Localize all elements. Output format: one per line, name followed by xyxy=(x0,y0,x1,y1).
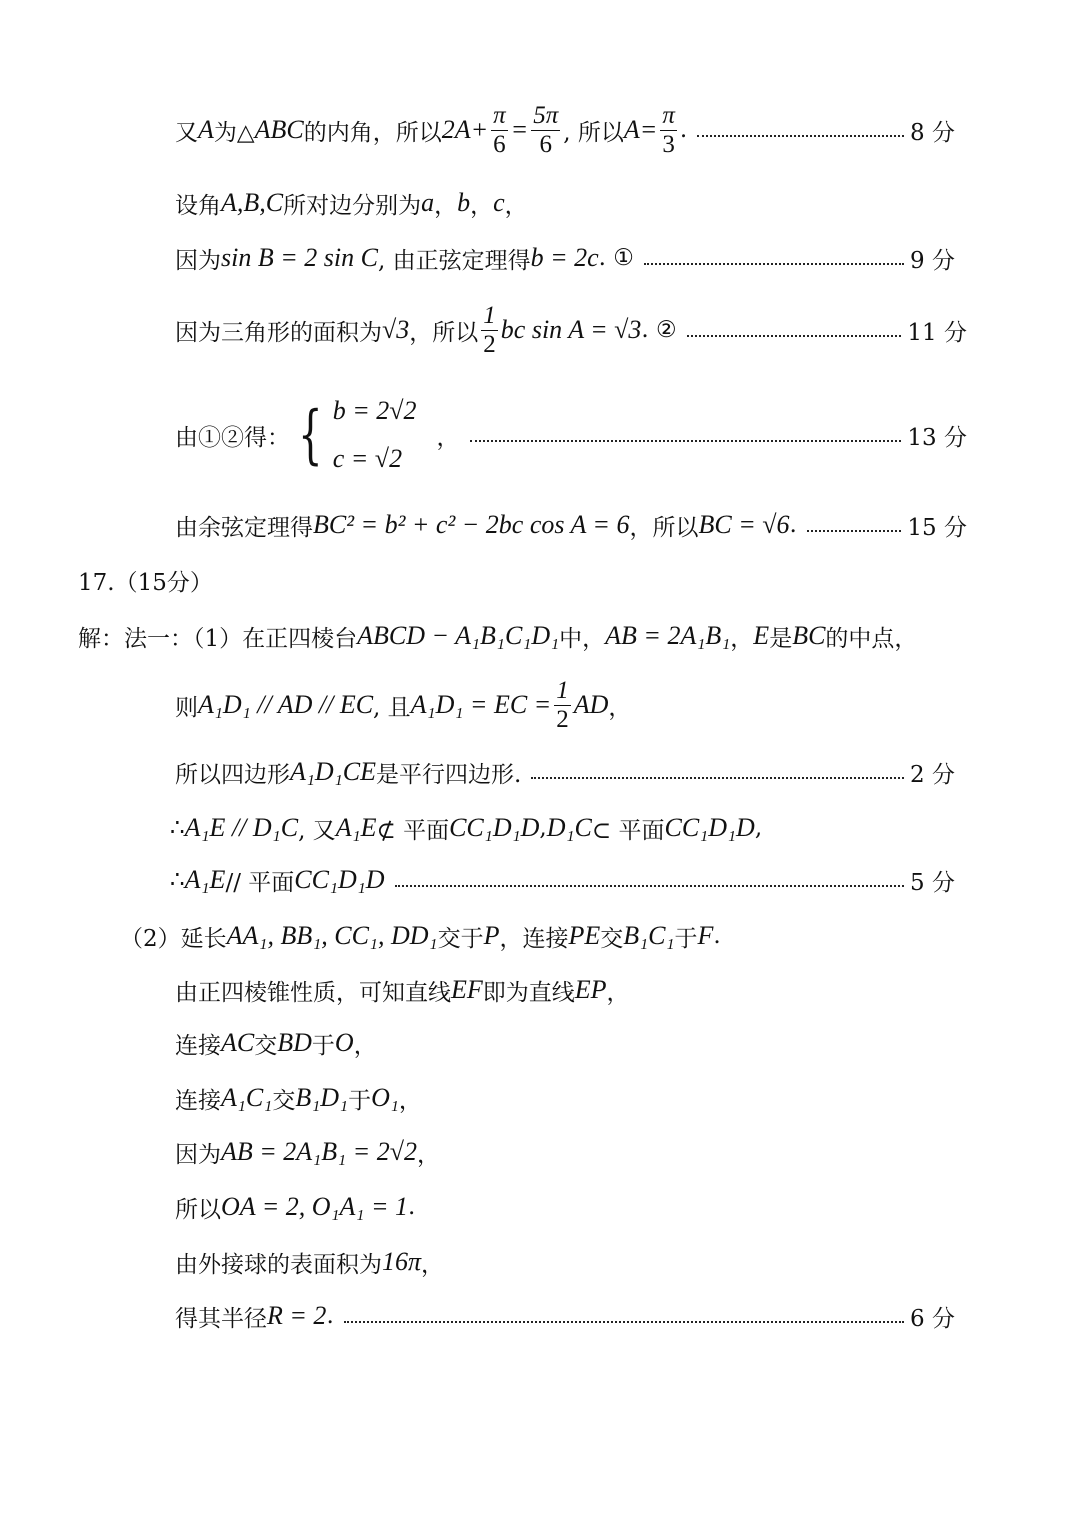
text-run: ， xyxy=(470,192,494,219)
text-run: . xyxy=(789,512,797,538)
text-run: ， xyxy=(353,1032,377,1059)
system-rows xyxy=(333,387,417,483)
dot-leader xyxy=(807,530,902,532)
math-expression: E xyxy=(753,621,770,650)
solution-line xyxy=(175,1068,422,1128)
math-expression: bc sin A = √3 xyxy=(500,315,642,344)
math-expression: EF xyxy=(451,975,483,1004)
math-expression: D₁C xyxy=(546,813,592,842)
score-label: 9 分 xyxy=(910,247,955,274)
solution-line xyxy=(175,675,631,735)
math-expression: R = 2 xyxy=(267,1301,327,1330)
math-expression: BC² = b² + c² − 2bc cos A = 6 xyxy=(313,510,630,539)
solution-line xyxy=(175,300,967,360)
fraction-denominator: 3 xyxy=(662,130,675,158)
text-run: 于 xyxy=(674,925,698,952)
text-run: , 所以 xyxy=(563,119,624,146)
solution-line xyxy=(175,1232,444,1292)
text-run: 所以四边形 xyxy=(175,761,290,788)
text-run: 则 xyxy=(175,694,198,721)
text-run: 设角 xyxy=(175,192,221,219)
solution-line xyxy=(120,906,721,966)
dot-leader xyxy=(395,885,904,887)
solution-line xyxy=(175,1122,440,1182)
math-expression: A₁D₁CE xyxy=(290,757,376,786)
fraction xyxy=(481,302,498,359)
text-run: 即为直线 xyxy=(482,979,575,1006)
text-run: ， xyxy=(398,1087,422,1114)
text-run: 交 xyxy=(600,925,624,952)
math-expression: O xyxy=(334,1028,354,1057)
score-label: 6 分 xyxy=(910,1305,955,1332)
text-run: . xyxy=(713,923,721,949)
math-expression: O₁ xyxy=(371,1083,399,1112)
math-expression: sin B = 2 sin C xyxy=(221,243,378,272)
equation-system xyxy=(290,387,417,483)
fraction-denominator: 6 xyxy=(539,130,552,158)
fraction-numerator: 5π xyxy=(533,101,559,129)
text-run: ∴ xyxy=(170,815,185,841)
text-run: ， xyxy=(434,192,458,219)
math-expression: AA₁, BB₁, CC₁, DD₁ xyxy=(226,921,438,950)
text-run: 因为三角形的面积为 xyxy=(175,319,382,346)
text-run: 又 xyxy=(175,119,198,146)
text-run: 的中点， xyxy=(825,625,918,652)
text-run: ∴ xyxy=(170,867,185,893)
math-expression: AB = 2A₁B₁ = 2√2 xyxy=(221,1137,417,1166)
math-expression: AD xyxy=(573,690,609,719)
text-run: （2）延长 xyxy=(120,925,227,952)
text-run: , 且 xyxy=(373,694,411,721)
fraction-denominator: 6 xyxy=(493,130,506,158)
text-run: ， xyxy=(421,1251,445,1278)
text-run: . xyxy=(326,1303,334,1329)
text-run: ， xyxy=(504,192,528,219)
text-run: ， xyxy=(416,1141,440,1168)
fraction-denominator: 2 xyxy=(483,330,496,358)
text-run: ，所以 xyxy=(629,514,699,541)
score-label: 11 分 xyxy=(907,319,967,346)
text-run: // 平面 xyxy=(225,869,295,896)
math-expression: PE xyxy=(568,921,601,950)
text-run: , xyxy=(754,815,763,841)
math-expression: 16π xyxy=(382,1247,422,1276)
text-run: ，连接 xyxy=(499,925,569,952)
text-run: ， xyxy=(730,625,754,652)
solution-line xyxy=(175,1013,377,1073)
text-run: . ② xyxy=(641,317,677,343)
text-run: 交 xyxy=(272,1087,296,1114)
brace-icon: { xyxy=(298,398,323,472)
math-expression: A₁E // D₁C xyxy=(184,813,299,842)
text-run: 连接 xyxy=(175,1087,221,1114)
dot-leader xyxy=(470,440,902,442)
text-run: 得其半径 xyxy=(175,1305,267,1332)
math-expression: 2A+ xyxy=(441,115,489,144)
text-run: , xyxy=(539,815,547,841)
solution-line xyxy=(175,173,528,233)
fraction xyxy=(531,102,560,159)
text-run: 由①②得： xyxy=(175,424,290,451)
text-run: . xyxy=(408,1194,416,1220)
text-run: 是平行四边形. xyxy=(375,761,522,788)
text-run: 是 xyxy=(769,625,793,652)
math-expression: AB = 2A₁B₁ xyxy=(605,621,731,650)
solution-line xyxy=(175,960,630,1020)
score-label: 8 分 xyxy=(910,119,955,146)
solution-line xyxy=(170,850,955,910)
math-expression: A= xyxy=(623,115,658,144)
score-label: 15 分 xyxy=(907,514,967,541)
score-label: 13 分 xyxy=(907,424,967,451)
fraction xyxy=(554,677,571,734)
text-run: , 由正弦定理得 xyxy=(377,247,531,274)
text-run: ，所以 xyxy=(409,319,479,346)
math-expression: A xyxy=(198,115,214,144)
math-expression: = xyxy=(510,115,529,144)
score-label: 5 分 xyxy=(910,869,955,896)
solution-line xyxy=(175,1286,955,1346)
text-run: 的内角，所以 xyxy=(303,119,442,146)
fraction-numerator: π xyxy=(662,101,675,129)
text-run: 连接 xyxy=(175,1032,221,1059)
text-run: ⊂ 平面 xyxy=(591,817,665,844)
math-expression: EP xyxy=(574,975,607,1004)
math-expression: B₁C₁ xyxy=(623,921,675,950)
math-expression: b xyxy=(457,188,471,217)
math-expression: BC xyxy=(792,621,826,650)
math-expression: AC xyxy=(221,1028,255,1057)
solution-line xyxy=(175,385,967,485)
solution-line xyxy=(170,798,762,858)
math-expression: A₁E xyxy=(335,813,377,842)
text-run: 中， xyxy=(559,625,606,652)
text-run: , 又 xyxy=(298,817,336,844)
math-expression: BC = √6 xyxy=(698,510,790,539)
system-equation: c = √2 xyxy=(332,444,403,473)
fraction-numerator: 1 xyxy=(556,676,569,704)
text-run: 由正四棱锥性质，可知直线 xyxy=(175,979,451,1006)
solution-line xyxy=(175,495,967,555)
fraction xyxy=(660,102,677,159)
text-run: 于 xyxy=(311,1032,335,1059)
text-run: 交 xyxy=(254,1032,278,1059)
dot-leader xyxy=(644,263,904,265)
fraction-numerator: π xyxy=(493,101,506,129)
text-run: 于 xyxy=(348,1087,372,1114)
text-run: . xyxy=(679,117,688,143)
text-run: 解：法一：（1）在正四棱台 xyxy=(78,625,358,652)
math-expression: c xyxy=(493,188,505,217)
math-expression: CC₁D₁D xyxy=(664,813,755,842)
text-run: 因为 xyxy=(175,1141,221,1168)
dot-leader xyxy=(697,135,904,137)
math-expression: A₁D₁ // AD // EC xyxy=(198,690,374,719)
solution-line xyxy=(175,100,955,160)
dot-leader xyxy=(687,335,902,337)
dot-leader xyxy=(531,777,904,779)
math-expression: a xyxy=(421,188,435,217)
solution-line xyxy=(78,550,213,610)
math-expression: BD xyxy=(277,1028,312,1057)
math-expression: b = 2c xyxy=(530,243,599,272)
math-expression: CC₁D₁D xyxy=(449,813,540,842)
math-expression: F xyxy=(697,921,714,950)
text-run: 所以 xyxy=(175,1196,221,1223)
text-run: ， xyxy=(606,979,630,1006)
math-expression: ABCD − A₁B₁C₁D₁ xyxy=(357,621,560,650)
text-run: 为△ xyxy=(213,119,255,146)
dot-leader xyxy=(344,1321,904,1323)
text-run: 由余弦定理得 xyxy=(175,514,313,541)
math-expression: OA = 2, O₁A₁ = 1 xyxy=(221,1192,409,1221)
fraction xyxy=(491,102,508,159)
text-run: 17.（15分） xyxy=(78,569,213,596)
solution-line xyxy=(175,228,955,288)
solution-line xyxy=(78,606,917,666)
solution-line xyxy=(175,742,955,802)
math-expression: ABC xyxy=(254,115,304,144)
math-expression: CC₁D₁D xyxy=(294,865,385,894)
math-expression: A₁C₁ xyxy=(221,1083,273,1112)
math-expression: A₁D₁ = EC = xyxy=(410,690,552,719)
text-run: 所对边分别为 xyxy=(283,192,422,219)
fraction-denominator: 2 xyxy=(556,705,569,733)
text-run: . ① xyxy=(598,245,634,271)
text-run: 因为 xyxy=(175,247,221,274)
math-expression: B₁D₁ xyxy=(295,1083,349,1112)
text-run: ， xyxy=(436,424,460,451)
text-run: ， xyxy=(608,694,632,721)
text-run: 由外接球的表面积为 xyxy=(175,1251,382,1278)
fraction-numerator: 1 xyxy=(483,301,496,329)
math-expression: A,B,C xyxy=(221,188,284,217)
text-run: ⊄ 平面 xyxy=(376,817,450,844)
system-equation: b = 2√2 xyxy=(332,396,417,425)
math-expression: P xyxy=(483,921,500,950)
math-expression: A₁E xyxy=(184,865,226,894)
math-expression: √3 xyxy=(382,315,410,344)
score-label: 2 分 xyxy=(910,761,955,788)
solution-line xyxy=(175,1177,415,1237)
text-run: 交于 xyxy=(437,925,484,952)
